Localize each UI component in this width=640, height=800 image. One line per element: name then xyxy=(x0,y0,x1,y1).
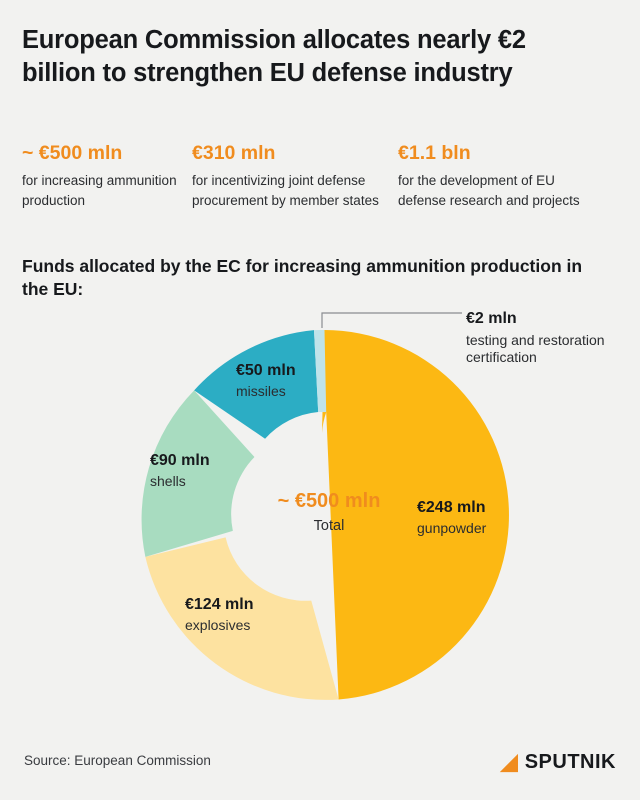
sputnik-mark-icon: ◢ xyxy=(500,748,518,774)
slice-value: €124 mln xyxy=(185,596,254,613)
fact-item-procurement xyxy=(192,142,398,210)
fact-item-ammunition xyxy=(22,142,192,210)
donut-center-total xyxy=(234,490,424,534)
slice-value: €248 mln xyxy=(417,499,486,516)
slice-name: testing and restoration certification xyxy=(466,331,605,366)
slice-value: €2 mln xyxy=(466,310,517,327)
key-facts xyxy=(22,142,622,210)
slice-label-missiles xyxy=(236,362,296,400)
fact-description: for incentivizing joint defense procurement by member states xyxy=(192,173,379,208)
slice-name: explosives xyxy=(185,616,251,633)
fact-amount: €1.1 bln xyxy=(398,142,471,164)
slice-name: missiles xyxy=(236,382,286,399)
slice-label-gunpowder xyxy=(417,499,486,537)
fact-description: for the development of EU defense research and projects xyxy=(398,173,580,208)
fact-item-research xyxy=(398,142,618,210)
fact-description: for increasing ammunition production xyxy=(22,173,177,208)
slice-name: gunpowder xyxy=(417,519,487,536)
chart-subtitle: Funds allocated by the EC for increasing ammunition production in the EU: xyxy=(22,256,583,300)
fact-amount: €310 mln xyxy=(192,142,276,164)
slice-label-testing xyxy=(466,310,626,367)
donut-chart xyxy=(0,300,640,720)
total-label: Total xyxy=(313,518,345,534)
slice-label-shells xyxy=(150,452,210,490)
slice-label-explosives xyxy=(185,596,253,634)
sputnik-wordmark: SPUTNIK xyxy=(524,751,616,773)
slice-value: €90 mln xyxy=(150,452,210,469)
fact-amount: ~ €500 mln xyxy=(22,142,123,164)
slice-value: €50 mln xyxy=(236,362,296,379)
sputnik-logo xyxy=(500,748,616,774)
page-title: European Commission allocates nearly €2 billion to strengthen EU defense industry xyxy=(22,26,526,87)
leader-line-testing xyxy=(322,313,462,328)
source-note: Source: European Commission xyxy=(24,753,211,768)
total-amount: ~ €500 mln xyxy=(277,490,381,512)
slice-name: shells xyxy=(150,472,186,489)
